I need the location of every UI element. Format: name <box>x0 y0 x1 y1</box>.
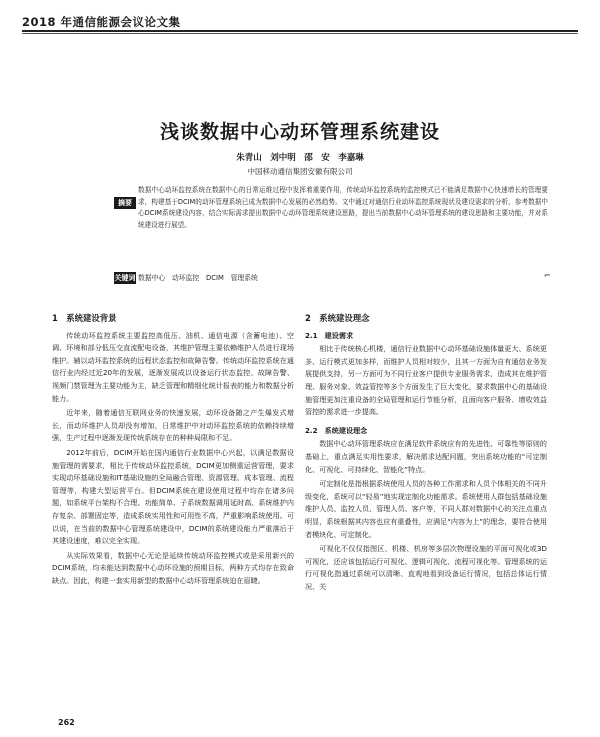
page-number: 262 <box>58 718 75 727</box>
keywords-tag: 关键词 <box>114 274 136 282</box>
section-1-paragraph-4: 从实际效果看，数据中心无论是延续传统动环监控模式或是采用新兴的DCIM系统，均未能达到数据中心动环设施的预期目标，两种方式均存在致命缺点。因此，构建一套实用新型的数据中心动环管理系统迫在眉睫。 <box>52 550 294 585</box>
abstract-text: 数据中心动环监控系统在数据中心的日常运维过程中发挥着重要作用，传统动环监控系统的监控模式已不能满足数据中心快速增长的管理要求，构建基于DCIM的动环管理系统已成为数据中心发展的必然趋势。文中通过对通信行业动环监控系统现状及建设需求的分析，参考数据中心DCIM系统建设内容，结合实际需求提出数据中心动环管理系统建设思路，提出当前数据中心动环管理系统的建设思路和主要功能，并对系统建设进行展望。 <box>138 186 548 229</box>
section-2-2-heading: 2.2 系统建设理念 <box>305 425 368 435</box>
keywords-text: 数据中心 动环监控 DCIM 管理系统 <box>138 274 258 282</box>
paper-authors: 朱青山 刘中明 邵 安 李嘉琳 <box>236 153 364 163</box>
section-2-2-paragraph-2: 可定制化是指根据系统使用人员的各种工作需求和人员个体相关的不同升级变化，系统可以“轻易”地实现定制化功能需求。系统使用人群包括基础设施维护人员、监控人员、管理人员、客户等，不同人群对数据中心的关注点重点明显，系统根据其内容也应有重叠性，应满足“内容为上”的理念，要符合使用者模块化、可定制化。 <box>305 479 547 539</box>
abstract-end-mark: ⌐ <box>544 271 551 280</box>
section-1-paragraph-3: 2012年前后，DCIM开始在国内通信行业数据中心兴起，以满足数据设施管理的需要求，相比于传统动环监控系统，DCIM更加侧重运营管理，要求实现动环基础设施和IT基础设施的全局融合管理、资源管理、成本管理、流程管理等，构建大型运营平台。但DCIM系统在建设使用过程中均存在诸多问题，如系统平台架构不合理、功能简单、子系统数据调用延时高、系统维护内存复杂、部署固定等，造成系统实用性和可用性不高，严重影响系统使用。可以说，在当前的数据中心管理系统建设中，DCIM的系统建设能力严重落后于其建设速度，难以完全实现。 <box>52 447 294 546</box>
left-column <box>52 312 294 589</box>
right-column <box>305 312 547 595</box>
section-1-heading: 1 系统建设背景 <box>52 313 117 323</box>
section-2-1-paragraph-1: 相比于传统核心机楼，通信行业数据中心动环基础设施体量更大、系统更多、运行模式更加多样，而维护人员相对较少，且其一方面为自有通信业务发展提供支持，另一方面可为不同行业客户提供专业服务需求，造成其在维护管理、服务对象、效益管控等多个方面发生了巨大变化，要求数据中心的基础设施管理更加注重设备的全局管理和运行节能分析，且面向客户服务、增收效益管控的需求进一步提高。 <box>305 344 547 417</box>
section-2-1-heading: 2.1 建设需求 <box>305 330 354 340</box>
paper-title: 浅谈数据中心动环管理系统建设 <box>159 121 440 143</box>
abstract-tag: 摘要 <box>114 197 136 209</box>
header-rule <box>22 30 578 32</box>
section-2-2-paragraph-3: 可视化不仅仅指图区、机楼、机房等多层次物理设施的平面可视化或3D可视化，还应该包括运行可视化、逻辑可视化、流程可视化等。管理系统的运行可视化指通过系统可以清晰、直观地看到设备运行情况，包括总体运行情况、关 <box>305 544 547 591</box>
running-head: 2018 年通信能源会议论文集 <box>22 15 181 29</box>
section-2-heading: 2 系统建设理念 <box>305 313 370 323</box>
section-1-paragraph-2: 近年来，随着通信互联网业务的快速发展，动环设备随之产生爆发式增长，而动环维护人员却没有增加，日常维护中对动环监控系统的依赖持续增强，生产过程中逐渐发现传统系统存在的种种局限和不足。 <box>52 408 294 443</box>
section-2-2-paragraph-1: 数据中心动环管理系统应在满足软件系统应有的先进性、可靠性等原则的基础上，重点满足实用性要求，解决需求达配问题，突出系统功能的“可定制化、可视化、可持续化、智能化”特点。 <box>305 439 547 474</box>
paper-affiliation: 中国移动通信集团安徽有限公司 <box>247 167 353 176</box>
section-1-paragraph-1: 传统动环监控系统主要监控高低压、油机、通信电源（含蓄电池）、空调、环境和部分低压交直流配电设备，其维护管理主要依赖维护人员进行现场维护。辅以动环监控系统的远程状态监控和故障告警。传统动环监控系统在通信行业内经过近20年的发展，逐渐发展成以设备运行状态监控、故障告警、视频门禁管理为主要功能为主，缺乏管理和精细化统计报表的能力和数据分析能力。 <box>52 330 294 403</box>
header-rule-thin <box>22 33 578 34</box>
